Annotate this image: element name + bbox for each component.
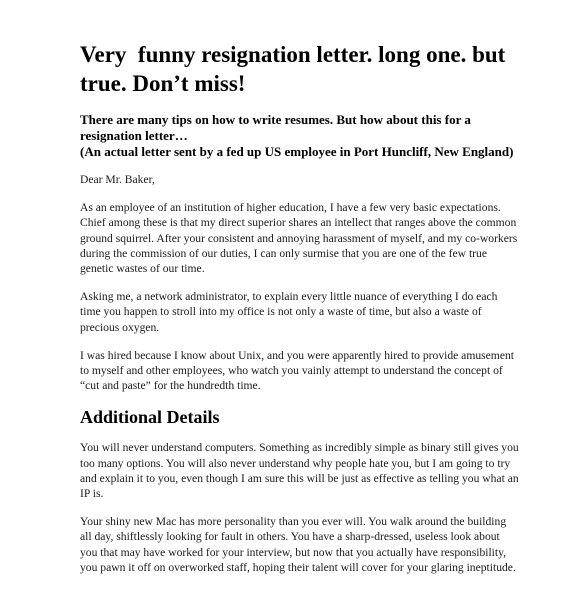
section-heading: Additional Details [80, 407, 220, 428]
details-paragraph-2: Your shiny new Mac has more personality than you ever will. You walk around the building all day, shiftlessly looking for fault in others. You have a sharp-dressed, useless look about you that may have worked for your interview, but now that you actually have responsibility, you pawn it off on overworked staff, hoping their talent will cover for your glaring ineptitude. [80, 515, 516, 574]
paragraph-3: I was hired because I know about Unix, and you were apparently hired to provide amusement to myself and other employees, who watch you vainly attempt to understand the concept of “cut and paste” for the hundredth time. [80, 348, 514, 393]
paragraph-1: As an employee of an institution of higher education, I have a few very basic expectations. Chief among these is that my direct superior shares an intellect that ranges above the common ground squirrel. After your consistent and annoying harassment of myself, and my co-workers during the commission of our duties, I can only surmise that you are one of the few true genetic wastes of our time. [80, 201, 518, 276]
intro-block [80, 112, 520, 160]
intro-note: (An actual letter sent by a fed up US employee in Port Huncliff, New England) [80, 144, 514, 159]
document-content [80, 40, 520, 588]
details-paragraph-1: You will never understand computers. Something as incredibly simple as binary still gives you too many options. You will also never understand why people hate you, but I am going to try and explain it to you, even though I am sure this will be just as effective as telling you what an IP is. [80, 441, 519, 501]
paragraph-2: Asking me, a network administrator, to explain every little nuance of everything I do each time you happen to stroll into my office is not only a waste of time, but also a waste of precious oxygen. [80, 290, 498, 334]
document-title: Very funny resignation letter. long one. but true. Don’t miss! [80, 42, 512, 96]
intro-line: There are many tips on how to write resumes. But how about this for a resignation letter… [80, 112, 471, 143]
salutation: Dear Mr. Baker, [80, 173, 155, 186]
